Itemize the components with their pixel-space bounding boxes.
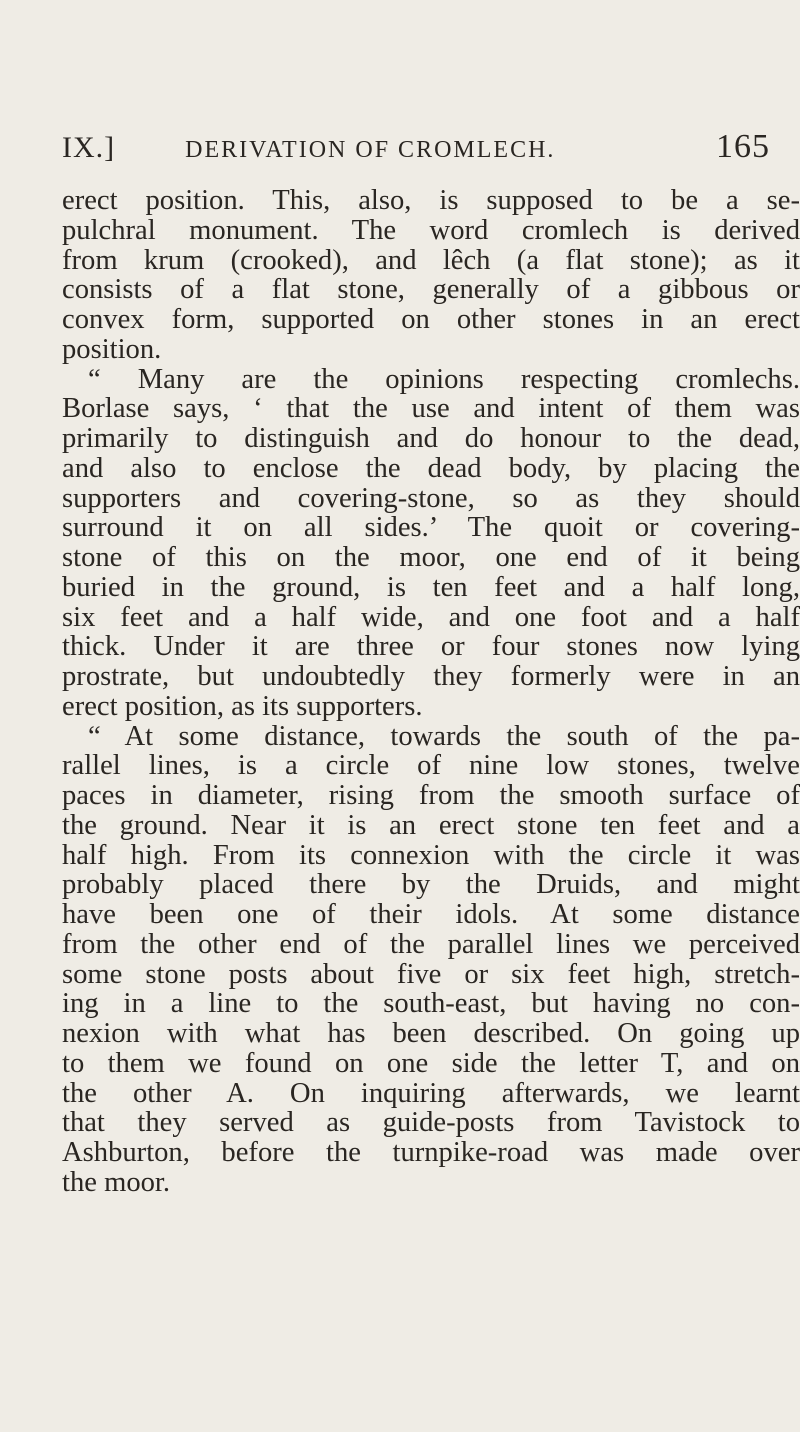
- text-line: some stone posts about five or six feet high, stretch-: [62, 958, 800, 990]
- chapter-marker: IX.]: [62, 131, 116, 164]
- text-line: “ Many are the opinions respecting cromlechs.: [88, 363, 800, 395]
- text-line: erect position, as its supporters.: [62, 690, 423, 722]
- text-line: rallel lines, is a circle of nine low stones, twelve: [62, 750, 800, 782]
- page-header: [62, 128, 770, 172]
- text-line: half high. From its connexion with the circle it was: [62, 839, 800, 871]
- page-number: 165: [716, 128, 770, 165]
- text-line: and also to enclose the dead body, by placing the: [62, 452, 800, 484]
- text-line: buried in the ground, is ten feet and a half long,: [62, 571, 800, 603]
- text-line: have been one of their idols. At some distance: [62, 899, 800, 930]
- text-line: primarily to distinguish and do honour to the dead,: [62, 423, 800, 454]
- text-line: from the other end of the parallel lines we perceived: [62, 928, 800, 960]
- text-line: paces in diameter, rising from the smooth surface of: [62, 780, 800, 811]
- text-line: six feet and a half wide, and one foot and a half: [62, 601, 800, 633]
- text-line: surround it on all sides.’ The quoit or covering-: [62, 512, 800, 544]
- text-line: the other A. On inquiring afterwards, we learnt: [62, 1077, 800, 1109]
- text-line: to them we found on one side the letter T, and on: [62, 1047, 800, 1079]
- text-line: stone of this on the moor, one end of it being: [62, 542, 800, 573]
- text-line: position.: [62, 333, 162, 365]
- text-line: thick. Under it are three or four stones now lying: [62, 631, 800, 663]
- text-line: probably placed there by the Druids, and might: [62, 869, 800, 901]
- text-line: erect position. This, also, is supposed to be a se-: [62, 185, 800, 216]
- text-line: the ground. Near it is an erect stone ten feet and a: [62, 809, 800, 841]
- text-line: the moor.: [62, 1166, 171, 1198]
- text-line: Ashburton, before the turnpike-road was made over: [62, 1137, 800, 1168]
- text-line: “ At some distance, towards the south of the pa-: [88, 720, 800, 752]
- text-line: nexion with what has been described. On going up: [62, 1018, 800, 1049]
- text-line: that they served as guide-posts from Tavistock to: [62, 1107, 800, 1139]
- text-line: pulchral monument. The word cromlech is derived: [62, 214, 800, 246]
- text-line: prostrate, but undoubtedly they formerly were in an: [62, 661, 800, 692]
- running-title: DERIVATION OF CROMLECH.: [185, 137, 556, 163]
- body-text: [62, 186, 800, 1198]
- text-line: convex form, supported on other stones in an erect: [62, 304, 800, 335]
- text-line: from krum (crooked), and lêch (a flat stone); as it: [62, 244, 800, 276]
- text-line: consists of a flat stone, generally of a gibbous or: [62, 274, 800, 306]
- text-line: Borlase says, ‘ that the use and intent of them was: [62, 393, 800, 425]
- text-line: ing in a line to the south-east, but having no con-: [62, 988, 800, 1020]
- text-line: supporters and covering-stone, so as they should: [62, 482, 800, 514]
